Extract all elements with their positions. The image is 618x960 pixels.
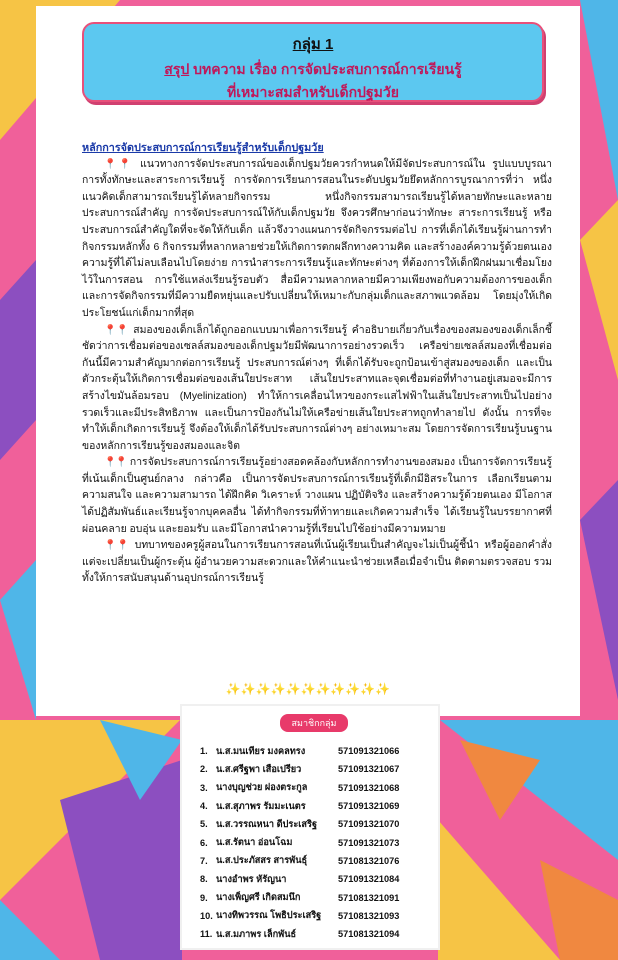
pin-icon: 📍📍 (104, 457, 127, 469)
paragraph-4 (82, 538, 552, 588)
member-row (200, 870, 432, 888)
article-content (82, 140, 552, 588)
member-number: 8. (200, 874, 208, 885)
member-name: น.ส.วรรณหนา ดีประเสริฐ (216, 818, 318, 829)
member-number: 1. (200, 746, 208, 757)
member-id: 571081321091 (338, 892, 400, 903)
member-row (200, 925, 432, 943)
member-name: น.ส.ประภัสสร สารพันธุ์ (216, 855, 308, 866)
member-name: น.ส.สุภาพร รัมมะเนตร (216, 800, 306, 811)
document-page (36, 6, 580, 716)
member-number: 6. (200, 837, 208, 848)
member-number: 9. (200, 892, 208, 903)
paragraph-3 (82, 455, 552, 538)
paragraph-3-text: การจัดประสบการณ์การเรียนรู้อย่างสอดคล้องกับหลักการทำงานของสมอง เป็นการจัดการเรียนรู้ที่เน้นเด็กเป็นศูนย์กลาง กล่าวคือ เป็นการจัดประสบการณ์การเรียนรู้ที่เด็กมีอิสระในการ เลือกเรียนตามความสนใจ และความสามารถ ได้ฝึกคิด วิเคราะห์ วางแผน ปฏิบัติจริง และสร้างความรู้ด้วยตนเอง มีโอกาสได้ปฏิสัมพันธ์และเรียนรู้จากบุคคลอื่น ได้ทำกิจกรรมที่ท้าทายและเกิดความสำเร็จ ได้เรียนรู้ในบรรยากาศที่ผ่อนคลาย อบอุ่น และยอมรับ และมีโอกาสนำความรู้ที่เรียนไปใช้อย่างมีความหมาย (82, 457, 553, 535)
member-id: 571091321084 (338, 874, 400, 885)
member-id: 571091321068 (338, 782, 400, 793)
member-row (200, 779, 432, 797)
member-row (200, 760, 432, 778)
paragraph-2-text: สมองของเด็กเล็กได้ถูกออกแบบมาเพื่อการเรียนรู้ คำอธิบายเกี่ยวกับเรื่องของสมองของเด็กเล็กชี้ชัดว่าการเชื่อมต่อของเซลล์สมองของเด็กปฐมวัยมีพัฒนาการอย่างรวดเร็ว เครือข่ายเซลล์สมองที่เชื่อมต่อกันนี้มีความสำคัญมากต่อการเรียนรู้ ประสบการณ์ต่างๆ ที่เด็กได้รับจะถูกป้อนเข้าสู่สมองของเด็ก และเป็นตัวกระตุ้นให้เกิดการเชื่อมต่อของเส้นใยประสาท เส้นใยประสาทและจุดเชื่อมต่อที่ทำงานอยู่เสมอจะมีการสร้างไขมันล้อมรอบ (Myelinization) ทำให้การเคลื่อนไหวของกระแสไฟฟ้าในเส้นใยประสาทเป็นไปอย่างรวดเร็วและมีประสิทธิภาพ และเป็นการป้องกันไม่ให้เครือข่ายเส้นใยประสาทถูกทำลายไป ดังนั้น การที่จะทำให้เด็กเกิดการเรียนรู้ จึงต้องให้เด็กได้รับประสบการณ์ต่างๆ อย่างเหมาะสม โดยการจัดการเรียนรู้บนฐานของหลักการเรียนรู้ของสมองและจิต (82, 324, 552, 452)
paragraph-1-text: แนวทางการจัดประสบการณ์ของเด็กปฐมวัยควรกำหนดให้มีจัดประสบการณ์ใน รูปแบบบูรณาการทั้งทักษะและสาระการเรียนรู้ การจัดการเรียนการสอนในระดับปฐมวัยยึดหลักการบูรณาการที่ว่า หนึ่งแนวคิดเด็กสามารถเรียนรู้ได้หลายกิจกรรม หนึ่งกิจกรรมสามารถเรียนรู้ได้หลายทักษะและหลายประสบการณ์สำคัญ การจัดประสบการณ์ให้กับเด็กปฐมวัย จึงควรศึกษาก่อนว่าทักษะ สาระการเรียนรู้ หรือประสบการณ์สำคัญใดที่จะจัดให้กับเด็ก แล้วจึงวางแผนการจัดกิจกรรมต่อไป การที่เด็กได้เรียนรู้ผ่านการทำกิจกรรมหลักทั้ง 6 กิจกรรมที่หลากหลายช่วยให้เกิดการตกผลึกทางความคิด และสร้างองค์ความรู้ด้วยตนเอง ความรู้ที่ได้ไม่ลบเลือนไปโดยง่าย การนำสาระการเรียนรู้และทักษะต่างๆ ที่ต้องการให้เด็กฝึกฝนมาเชื่อมโยงไว้ในการสอน การใช้แหล่งเรียนรู้รอบตัว สื่อมีความหลากหลายมีความเพียงพอกับความต้องการของเด็ก และการจัดกิจกรรมที่มีความยืดหยุ่นและปรับเปลี่ยนให้เหมาะกับกลุ่มเด็กและสภาพแวดล้อม โดยมุ่งให้เกิดประโยชน์แก่เด็กมากที่สุด (82, 158, 552, 319)
member-row (200, 742, 432, 760)
member-name: น.ส.มนเทียร มงคลทรง (216, 745, 306, 756)
member-row (200, 815, 432, 833)
member-id: 571081321076 (338, 855, 400, 866)
member-id: 571091321070 (338, 819, 400, 830)
member-id: 571091321067 (338, 764, 400, 775)
member-name: นางบุญช่วย ผ่องตระกูล (216, 782, 308, 793)
group-title: กลุ่ม 1 (292, 36, 334, 53)
member-id: 571081321093 (338, 910, 400, 921)
members-card (182, 706, 438, 948)
paragraph-2 (82, 323, 552, 456)
member-number: 5. (200, 819, 208, 830)
section-heading: หลักการจัดประสบการณ์การเรียนรู้สำหรับเด็กปฐมวัย (82, 142, 324, 154)
member-id: 571091321066 (338, 746, 400, 757)
members-badge: สมาชิกกลุ่ม (280, 714, 348, 732)
sparkle-divider: ✨✨✨✨✨✨✨✨✨✨✨ (225, 682, 391, 696)
member-row (200, 797, 432, 815)
member-id: 571091321069 (338, 801, 400, 812)
member-id: 571081321094 (338, 929, 400, 940)
article-title-line1 (84, 59, 542, 81)
title-box (82, 22, 544, 102)
member-name: นางเพ็ญศรี เกิดสมนึก (216, 892, 301, 903)
member-row (200, 833, 432, 851)
member-row (200, 907, 432, 925)
member-name: นางทิพวรรณ โพธิประเสริฐ (216, 910, 322, 921)
summary-label: สรุป (164, 61, 190, 77)
member-number: 11. (200, 929, 213, 940)
member-id: 571091321073 (338, 837, 400, 848)
paragraph-1 (82, 157, 552, 323)
paragraph-4-text: บทบาทของครูผู้สอนในการเรียนการสอนที่เน้นผู้เรียนเป็นสำคัญจะไม่เป็นผู้ชี้นำ หรือผู้ออกคำสั่งแต่จะเปลี่ยนเป็นผู้กระตุ้น ผู้อำนวยความสะดวกและให้คำแนะนำช่วยเหลือเมื่อจำเป็น ติดตามตรวจสอบ รวมทั้งให้การสนับสนุนด้านอุปกรณ์การเรียนรู้ (82, 540, 553, 585)
member-name: น.ส.มภาพร เล็กพันธ์ (216, 928, 297, 939)
member-name: น.ส.ศรีฐพา เสือเปรียว (216, 763, 302, 774)
member-name: นางอำพร หัรัญนา (216, 873, 287, 884)
member-number: 3. (200, 782, 208, 793)
member-number: 2. (200, 764, 208, 775)
article-title-line2: ที่เหมาะสมสำหรับเด็กปฐมวัย (227, 84, 399, 100)
pin-icon: 📍📍 (104, 324, 129, 336)
member-name: น.ส.รัตนา อ่อนโฉม (216, 837, 293, 848)
member-number: 10. (200, 910, 213, 921)
article-title-rest: บทความ เรื่อง การจัดประสบการณ์การเรียนรู้ (189, 61, 462, 77)
pin-icon: 📍📍 (104, 540, 130, 552)
member-row (200, 852, 432, 870)
member-number: 4. (200, 801, 208, 812)
member-number: 7. (200, 855, 208, 866)
pin-icon: 📍📍 (104, 158, 134, 170)
members-list (200, 742, 432, 943)
member-row (200, 888, 432, 906)
